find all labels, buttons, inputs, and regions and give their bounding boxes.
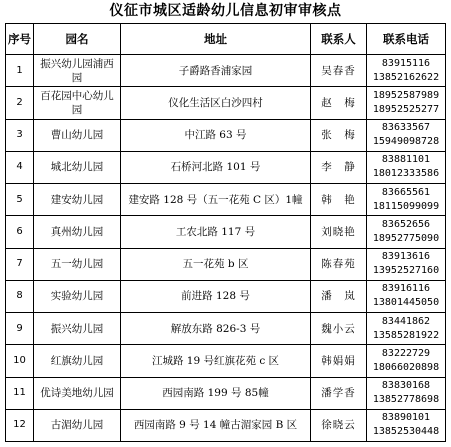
contact-person: 赵 梅 <box>311 87 367 119</box>
table-row <box>6 377 446 409</box>
kindergarten-address: 江城路 19 号红旗花苑 c 区 <box>121 345 311 377</box>
kindergarten-name: 实验幼儿园 <box>34 280 121 312</box>
contact-phone <box>367 280 446 312</box>
row-number: 12 <box>6 409 34 441</box>
phone-number: 13801445050 <box>372 297 440 309</box>
kindergarten-address: 建安路 128 号（五一花苑 C 区）1幢 <box>121 184 311 216</box>
table-row <box>6 280 446 312</box>
header-no: 序号 <box>6 24 34 55</box>
row-number: 6 <box>6 216 34 248</box>
table-row <box>6 409 446 441</box>
phone-number: 83222729 <box>381 347 431 359</box>
row-number: 8 <box>6 280 34 312</box>
phone-number: 13852778698 <box>372 394 440 406</box>
kindergarten-address: 子爵路香浦家园 <box>121 55 311 87</box>
contact-person: 潘学香 <box>311 377 367 409</box>
kindergarten-name: 城北幼儿园 <box>34 151 121 183</box>
contact-phone <box>367 248 446 280</box>
kindergarten-name: 红旗幼儿园 <box>34 345 121 377</box>
phone-number: 83441862 <box>381 315 431 327</box>
header-name: 园名 <box>34 24 121 55</box>
phone-number: 83665561 <box>381 186 431 198</box>
phone-number: 18066020898 <box>372 361 440 373</box>
contact-person: 张 梅 <box>311 119 367 151</box>
kindergarten-address: 西园南路 9 号 14 幢古湄家园 B 区 <box>121 409 311 441</box>
table-row <box>6 184 446 216</box>
contact-person: 刘晓艳 <box>311 216 367 248</box>
kindergarten-name: 振兴幼儿园浦西园 <box>34 55 121 87</box>
contact-person: 李 静 <box>311 151 367 183</box>
page-title: 仪征市城区适龄幼儿信息初审审核点 <box>109 3 342 19</box>
kindergarten-name: 五一幼儿园 <box>34 248 121 280</box>
contact-person: 魏小云 <box>311 313 367 345</box>
phone-number: 18952525277 <box>372 103 440 115</box>
row-number: 1 <box>6 55 34 87</box>
contact-person: 陈春苑 <box>311 248 367 280</box>
header-contact: 联系人 <box>311 24 367 55</box>
row-number: 9 <box>6 313 34 345</box>
phone-number: 13852162622 <box>372 71 440 83</box>
table-row <box>6 313 446 345</box>
header-address: 地址 <box>121 24 311 55</box>
phone-number: 18012333586 <box>372 168 440 180</box>
phone-number: 13852530448 <box>372 426 440 438</box>
header-phone: 联系电话 <box>367 24 446 55</box>
contact-phone <box>367 151 446 183</box>
row-number: 2 <box>6 87 34 119</box>
table-row <box>6 119 446 151</box>
kindergarten-address: 西园南路 199 号 85幢 <box>121 377 311 409</box>
kindergarten-address: 中江路 63 号 <box>121 119 311 151</box>
phone-number: 83916116 <box>381 283 431 295</box>
table-row <box>6 248 446 280</box>
row-number: 7 <box>6 248 34 280</box>
contact-phone <box>367 345 446 377</box>
phone-number: 83890101 <box>381 412 431 424</box>
phone-number: 83881101 <box>381 154 431 166</box>
contact-phone <box>367 55 446 87</box>
kindergarten-table <box>5 23 446 442</box>
phone-number: 83915116 <box>381 57 431 69</box>
contact-phone <box>367 377 446 409</box>
contact-phone <box>367 87 446 119</box>
kindergarten-address: 工农北路 117 号 <box>121 216 311 248</box>
table-row <box>6 87 446 119</box>
contact-phone <box>367 409 446 441</box>
kindergarten-address: 解放东路 826-3 号 <box>121 313 311 345</box>
kindergarten-name: 曹山幼儿园 <box>34 119 121 151</box>
phone-number: 18952775090 <box>372 232 440 244</box>
table-row <box>6 345 446 377</box>
contact-person: 潘 岚 <box>311 280 367 312</box>
phone-number: 83652656 <box>381 218 431 230</box>
row-number: 10 <box>6 345 34 377</box>
row-number: 3 <box>6 119 34 151</box>
kindergarten-name: 古湄幼儿园 <box>34 409 121 441</box>
row-number: 11 <box>6 377 34 409</box>
row-number: 4 <box>6 151 34 183</box>
kindergarten-address: 仪化生活区白沙四村 <box>121 87 311 119</box>
kindergarten-name: 百花园中心幼儿园 <box>34 87 121 119</box>
table-row <box>6 151 446 183</box>
kindergarten-address: 石桥河北路 101 号 <box>121 151 311 183</box>
contact-person: 韩娟娟 <box>311 345 367 377</box>
table-body <box>6 55 446 442</box>
phone-number: 18115099099 <box>372 200 440 212</box>
row-number: 5 <box>6 184 34 216</box>
kindergarten-name: 真州幼儿园 <box>34 216 121 248</box>
kindergarten-name: 建安幼儿园 <box>34 184 121 216</box>
contact-phone <box>367 184 446 216</box>
phone-number: 18952587989 <box>372 89 440 101</box>
phone-number: 15949098728 <box>372 136 440 148</box>
kindergarten-name: 优诗美地幼儿园 <box>34 377 121 409</box>
kindergarten-name: 振兴幼儿园 <box>34 313 121 345</box>
kindergarten-address: 五一花苑 b 区 <box>121 248 311 280</box>
phone-number: 83830168 <box>381 380 431 392</box>
phone-number: 13952527160 <box>372 265 440 277</box>
contact-phone <box>367 313 446 345</box>
table-header-row <box>6 24 446 55</box>
phone-number: 83913616 <box>381 251 431 263</box>
phone-number: 83633567 <box>381 122 431 134</box>
contact-person: 韩 艳 <box>311 184 367 216</box>
contact-person: 吴春香 <box>311 55 367 87</box>
table-row <box>6 55 446 87</box>
kindergarten-address: 前进路 128 号 <box>121 280 311 312</box>
phone-number: 13585281922 <box>372 329 440 341</box>
contact-phone <box>367 216 446 248</box>
contact-phone <box>367 119 446 151</box>
table-row <box>6 216 446 248</box>
contact-person: 徐晓云 <box>311 409 367 441</box>
